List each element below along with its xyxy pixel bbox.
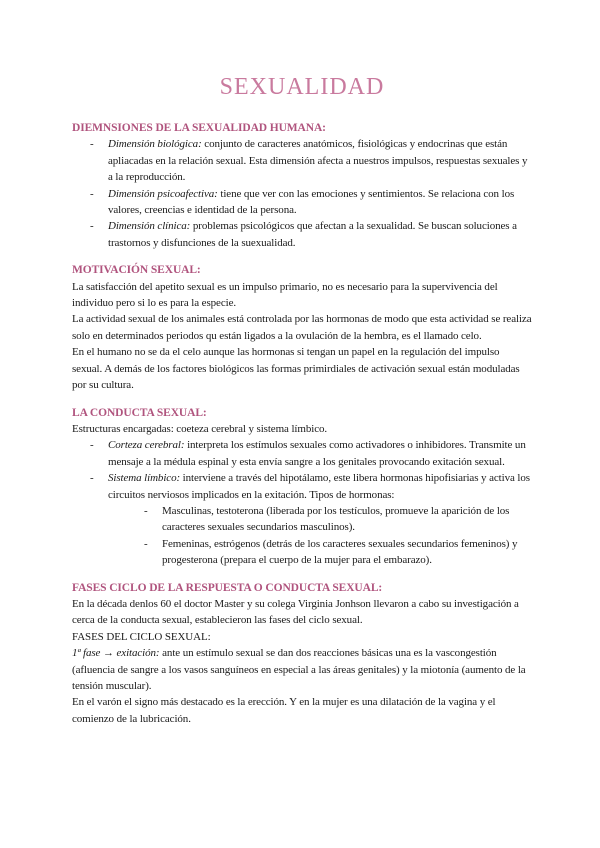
section-heading: LA CONDUCTA SEXUAL: [72,406,207,419]
list-item [108,136,532,185]
item-text: conjunto de caracteres anatómicos, fisiológicas y endocrinas que están apliacadas en la relación sexual. Esta dimensión afecta a nuestros impulsos, respuestas sexuales y a la reproducción. [108,138,528,184]
paragraph: La satisfacción del apetito sexual es un impulso primario, no es necesario para la supervivencia del individuo pero si lo es para la especie. [72,280,498,310]
phase-text: ante un estímulo sexual se dan dos reacciones básicas una es la vascongestión (afluencia de sangre a los vasos sanguíneos en especial a las áreas genitales) y la miotonía (aumento de la tensión muscular). [72,647,526,692]
item-text: interpreta los estímulos sexuales como activadores o inhibidores. Transmite un mensaje a la médula espinal y esta envía sangre a los genitales provocando exitación sexual. [108,439,526,468]
item-text: interviene a través del hipotálamo, este libera hormonas hipofisiarias y activa los circuitos nerviosos implicados en la exitación. Tipos de hormonas: [108,472,530,501]
item-term: Dimensión clínica: [108,220,191,233]
section-conducta [72,405,532,569]
section-heading: MOTIVACIÓN SEXUAL: [72,264,201,277]
paragraph: En la década denlos 60 el doctor Master y su colega Virginia Jonhson llevaron a cabo su investigación a cerca de la conducta sexual, establecieron las fases del ciclo sexual. [72,597,519,627]
item-term: Sistema límbico: [108,472,181,485]
list-item [108,186,532,219]
dimension-list [72,136,532,251]
section-motivacion [72,262,532,393]
paragraph: En el humano no se da el celo aunque las hormonas si tengan un papel en la regulación del impulso sexual. A demás de los factores biológicos las formas primirdiales de activación sexual están moduladas por su cultura. [72,346,520,392]
section-dimensiones [72,120,532,251]
list-item [108,470,532,568]
section-heading: DIEMNSIONES DE LA SEXUALIDAD HUMANA: [72,122,326,134]
list-item: - Masculinas, testoterona (liberada por los testículos, promueve la aparición de los caracteres sexuales secundarios masculinos). [162,503,532,536]
paragraph: Estructuras encargadas: coeteza cerebral y sistema límbico. [72,422,328,435]
item-term: Dimensión psicoafectiva: [108,187,218,200]
list-item [108,218,532,251]
item-text: tiene que ver con las emociones y sentimientos. Se relaciona con los valores, creencias e identidad de la persona. [108,187,515,217]
section-fases [72,580,532,728]
hormone-list [108,503,532,569]
item-text: problemas psicológicos que afectan a la sexualidad. Se buscan soluciones a trastornos y disfunciones de la suexualidad. [108,220,517,249]
paragraph [72,645,532,694]
paragraph: FASES DEL CICLO SEXUAL: [72,630,211,643]
document-page [72,72,532,738]
list-item [108,437,532,470]
phase-term: 1ª fase → exitación: [72,647,160,660]
item-term: Corteza cerebral: [108,439,185,452]
paragraph: En el varón el signo más destacado es la erección. Y en la mujer es una dilatación de la vagina y el comienzo de la lubricación. [72,696,496,725]
list-item: - Femeninas, estrógenos (detrás de los caracteres sexuales secundarios femeninos) y progesterona (prepara el cuerpo de la mujer para el embarazo). [162,536,532,569]
section-heading: FASES CICLO DE LA RESPUESTA O CONDUCTA SEXUAL: [72,581,383,594]
item-term: Dimensión biológica: [108,138,202,151]
structure-list [72,437,532,568]
page-title: SEXUALIDAD [219,74,385,100]
paragraph: La actividad sexual de los animales está controlada por las hormonas de modo que esta actividad se realiza solo en determinados periodos qu están ligados a la ovulación de la hembra, es el llamado celo. [72,313,532,342]
